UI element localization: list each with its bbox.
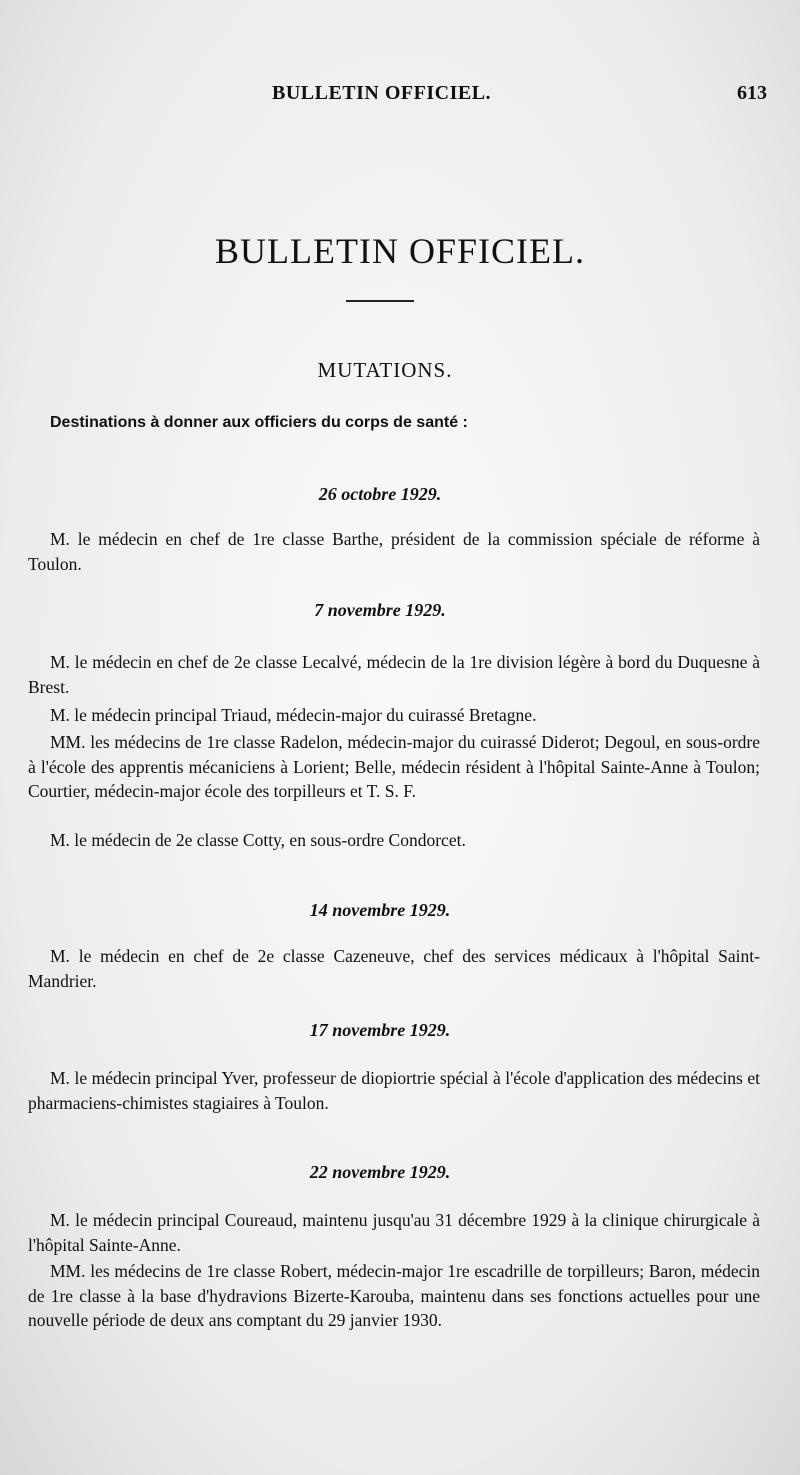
page-number: 613 — [737, 82, 767, 104]
entry-paragraph: MM. les médecins de 1re classe Radelon, médecin-major du cuirassé Diderot; Degoul, en sous-ordre à l'école des apprentis mécaniciens à Lorient; Belle, médecin résident à l'hôpital Sainte-Anne à Toulon; Courtier, médecin-major école des torpilleurs et T. S. F. — [28, 732, 760, 801]
entry-paragraph: M. le médecin de 2e classe Cotty, en sous-ordre Condorcet. — [50, 830, 466, 850]
entry-paragraph: M. le médecin en chef de 1re classe Barthe, président de la commission spéciale de réforme à Toulon. — [28, 529, 760, 574]
entry-paragraph: MM. les médecins de 1re classe Robert, médecin-major 1re escadrille de torpilleurs; Baron, médecin de 1re classe à la base d'hydravions Bizerte-Karouba, maintenu dans ses fonctions actuelles pour une nouvelle période de deux ans comptant du 29 janvier 1930. — [28, 1261, 760, 1330]
entry-date: 17 novembre 1929. — [309, 1020, 451, 1040]
title-rule — [346, 300, 414, 302]
main-title: BULLETIN OFFICIEL. — [215, 231, 585, 271]
entry-date: 7 novembre 1929. — [314, 600, 446, 620]
entry-date: 14 novembre 1929. — [309, 900, 451, 920]
entry-paragraph: M. le médecin en chef de 2e classe Cazeneuve, chef des services médicaux à l'hôpital Saint-Mandrier. — [28, 946, 760, 991]
entry-paragraph: M. le médecin principal Yver, professeur de diopiortrie spécial à l'école d'application des médecins et pharmaciens-chimistes stagiaires à Toulon. — [28, 1068, 760, 1113]
entry-paragraph: M. le médecin principal Coureaud, maintenu jusqu'au 31 décembre 1929 à la clinique chirurgicale à l'hôpital Sainte-Anne. — [28, 1210, 760, 1255]
running-header — [0, 82, 800, 112]
entry-paragraph: M. le médecin en chef de 2e classe Lecalvé, médecin de la 1re division légère à bord du Duquesne à Brest. — [28, 652, 760, 697]
entry-date: 26 octobre 1929. — [318, 484, 442, 504]
section-heading: MUTATIONS. — [317, 358, 453, 382]
entry-date: 22 novembre 1929. — [309, 1162, 451, 1182]
running-title: BULLETIN OFFICIEL. — [272, 82, 492, 104]
intro-line: Destinations à donner aux officiers du corps de santé : — [50, 414, 468, 431]
entry-paragraph: M. le médecin principal Triaud, médecin-major du cuirassé Bretagne. — [50, 705, 537, 725]
